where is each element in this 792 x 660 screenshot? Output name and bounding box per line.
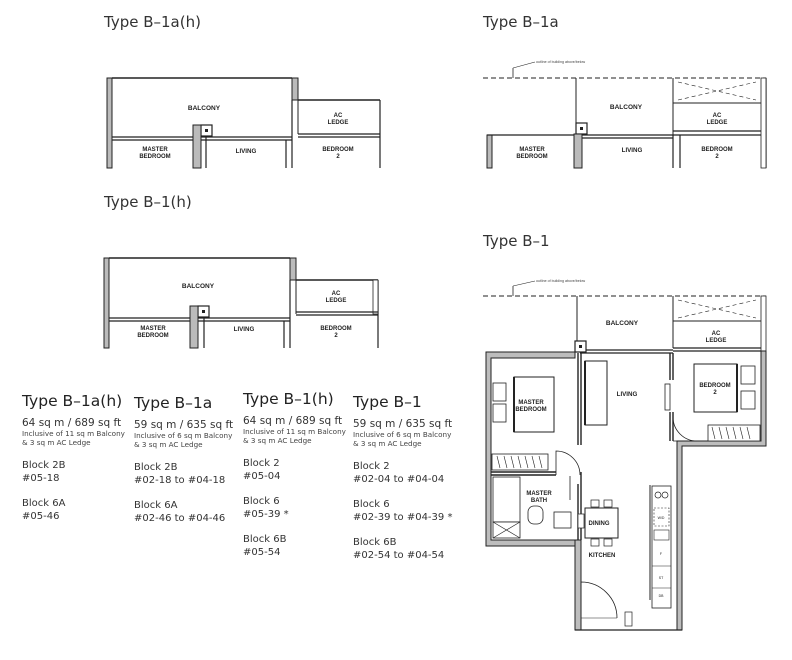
unit-title: Type B–1(h) xyxy=(243,390,334,408)
svg-text:2: 2 xyxy=(336,154,340,160)
svg-text:MASTER: MASTER xyxy=(140,326,166,332)
unit-area: 64 sq m / 689 sq ft xyxy=(243,415,343,427)
svg-text:BALCONY: BALCONY xyxy=(181,283,215,290)
svg-text:BALCONY: BALCONY xyxy=(609,104,643,111)
svg-text:MASTER: MASTER xyxy=(519,147,545,153)
unit-note: Inclusive of 6 sq m Balcony & 3 sq m AC Ledge xyxy=(353,430,452,448)
label-balcony: BALCONY xyxy=(187,105,221,112)
svg-text:BEDROOM: BEDROOM xyxy=(516,154,548,160)
svg-text:AC: AC xyxy=(712,113,722,119)
unit-area: 59 sq m / 635 sq ft xyxy=(134,419,234,431)
unit-info-b1a xyxy=(134,394,233,525)
unit-title: Type B–1a xyxy=(134,394,213,412)
unit-info-b1 xyxy=(353,393,452,562)
heading-type-b1: Type B–1 xyxy=(483,232,550,250)
block-entry: Block 6A #05-46 xyxy=(22,498,66,522)
svg-text:LEDGE: LEDGE xyxy=(327,120,349,126)
svg-text:MASTER: MASTER xyxy=(142,147,168,153)
svg-text:BEDROOM: BEDROOM xyxy=(515,407,547,413)
plan-b1a xyxy=(483,60,766,168)
svg-text:AC: AC xyxy=(333,113,343,119)
svg-text:AC: AC xyxy=(331,291,341,297)
unit-info-b1h xyxy=(243,390,346,559)
plan-b1h xyxy=(104,258,378,348)
block-entry: Block 6A #02-46 to #04-46 xyxy=(134,500,226,524)
svg-text:DINING: DINING xyxy=(588,521,610,527)
svg-text:W/D: W/D xyxy=(657,516,665,520)
svg-text:BALCONY: BALCONY xyxy=(605,320,639,327)
block-entry: Block 6 #05-39 * xyxy=(243,496,289,520)
svg-text:KITCHEN: KITCHEN xyxy=(588,553,616,559)
unit-area: 64 sq m / 689 sq ft xyxy=(22,417,122,429)
svg-text:LEDGE: LEDGE xyxy=(705,338,727,344)
heading-type-b1a: Type B–1a xyxy=(483,13,559,31)
svg-text:LIVING: LIVING xyxy=(616,391,638,398)
block-entry: Block 2B #02-18 to #04-18 xyxy=(134,462,226,486)
svg-text:BEDROOM: BEDROOM xyxy=(320,326,352,332)
svg-text:BEDROOM: BEDROOM xyxy=(139,154,171,160)
svg-text:2: 2 xyxy=(713,390,717,396)
svg-text:DB: DB xyxy=(658,594,664,598)
block-entry: Block 2B #05-18 xyxy=(22,460,66,484)
svg-text:LIVING: LIVING xyxy=(233,326,255,333)
svg-text:LEDGE: LEDGE xyxy=(325,298,347,304)
block-entry: Block 2 #02-04 to #04-04 xyxy=(353,461,445,485)
svg-text:MASTER: MASTER xyxy=(526,491,552,497)
svg-text:2: 2 xyxy=(715,154,719,160)
plan-b1-full xyxy=(483,279,766,630)
svg-text:BEDROOM: BEDROOM xyxy=(699,383,731,389)
svg-text:BEDROOM: BEDROOM xyxy=(322,147,354,153)
svg-text:BEDROOM: BEDROOM xyxy=(701,147,733,153)
block-entry: Block 6 #02-39 to #04-39 * xyxy=(353,499,453,523)
svg-text:LEDGE: LEDGE xyxy=(706,120,728,126)
block-entry: Block 6B #05-54 xyxy=(243,534,287,558)
unit-area: 59 sq m / 635 sq ft xyxy=(353,418,453,430)
plan-b1ah xyxy=(107,78,380,168)
svg-text:F: F xyxy=(659,552,663,556)
unit-note: Inclusive of 11 sq m Balcony & 3 sq m AC Ledge xyxy=(243,427,346,445)
svg-text:BATH: BATH xyxy=(530,498,548,504)
svg-text:outline of building above/belo: outline of building above/below xyxy=(536,279,586,283)
unit-note: Inclusive of 11 sq m Balcony & 3 sq m AC Ledge xyxy=(22,429,125,447)
svg-text:LIVING: LIVING xyxy=(621,147,643,154)
svg-text:BEDROOM: BEDROOM xyxy=(137,333,169,339)
svg-text:2: 2 xyxy=(334,333,338,339)
block-entry: Block 2 #05-04 xyxy=(243,458,281,482)
block-entry: Block 6B #02-54 to #04-54 xyxy=(353,537,445,561)
svg-text:AC: AC xyxy=(711,331,721,337)
unit-title: Type B–1a(h) xyxy=(22,392,123,410)
unit-title: Type B–1 xyxy=(353,393,422,411)
svg-text:outline of building above/belo: outline of building above/below xyxy=(536,60,586,64)
heading-type-b1h: Type B–1(h) xyxy=(104,193,192,211)
heading-type-b1ah: Type B–1a(h) xyxy=(104,13,201,31)
svg-text:LIVING: LIVING xyxy=(235,148,257,155)
svg-text:ST: ST xyxy=(658,576,664,580)
svg-text:MASTER: MASTER xyxy=(518,400,544,406)
unit-info-b1ah xyxy=(22,392,125,523)
unit-note: Inclusive of 6 sq m Balcony & 3 sq m AC Ledge xyxy=(134,431,233,449)
